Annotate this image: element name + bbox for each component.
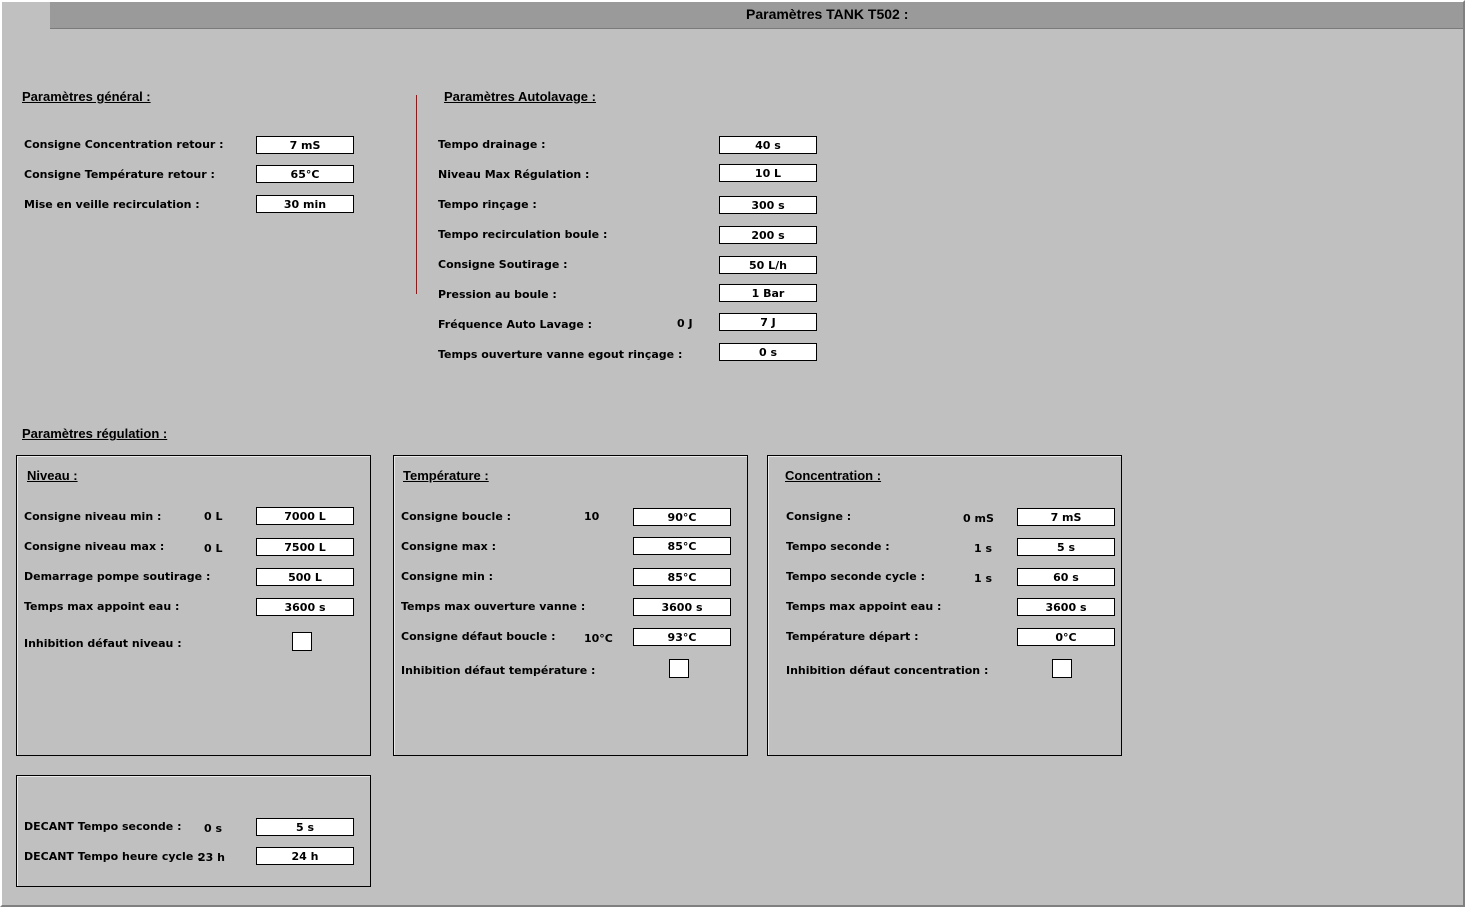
concentration-consigne-label: Consigne : bbox=[786, 510, 852, 523]
niveau-appoint-input[interactable]: 3600 s bbox=[256, 598, 354, 616]
concentration-tempo-cycle-label: Tempo seconde cycle : bbox=[786, 570, 925, 583]
decant-tempo-readout: 0 s bbox=[204, 822, 223, 835]
niveau-min-input[interactable]: 7000 L bbox=[256, 507, 354, 525]
autolavage-soutirage-label: Consigne Soutirage : bbox=[438, 258, 568, 271]
regulation-section-title: Paramètres régulation : bbox=[22, 426, 168, 441]
autolavage-drainage-input[interactable]: 40 s bbox=[719, 136, 817, 154]
decant-cycle-input[interactable]: 24 h bbox=[256, 847, 354, 865]
temperature-defaut-input[interactable]: 93°C bbox=[633, 628, 731, 646]
general-veille-label: Mise en veille recirculation : bbox=[24, 198, 200, 211]
niveau-inhibition-checkbox[interactable] bbox=[292, 632, 312, 651]
niveau-min-label: Consigne niveau min : bbox=[24, 510, 162, 523]
niveau-title: Niveau : bbox=[27, 468, 78, 483]
general-concentration-label: Consigne Concentration retour : bbox=[24, 138, 224, 151]
general-temperature-label: Consigne Température retour : bbox=[24, 168, 215, 181]
niveau-inhibition-label: Inhibition défaut niveau : bbox=[24, 637, 182, 650]
concentration-tempo-readout: 1 s bbox=[974, 542, 993, 555]
temperature-inhibition-label: Inhibition défaut température : bbox=[401, 664, 596, 677]
niveau-pompe-input[interactable]: 500 L bbox=[256, 568, 354, 586]
autolavage-recirculation-label: Tempo recirculation boule : bbox=[438, 228, 608, 241]
temperature-defaut-readout: 10°C bbox=[584, 632, 613, 645]
decant-tempo-input[interactable]: 5 s bbox=[256, 818, 354, 836]
niveau-min-readout: 0 L bbox=[204, 510, 223, 523]
autolavage-section-title: Paramètres Autolavage : bbox=[444, 89, 596, 104]
general-concentration-input[interactable]: 7 mS bbox=[256, 136, 354, 154]
temperature-boucle-label: Consigne boucle : bbox=[401, 510, 512, 523]
general-veille-input[interactable]: 30 min bbox=[256, 195, 354, 213]
autolavage-frequence-label: Fréquence Auto Lavage : bbox=[438, 318, 593, 331]
autolavage-frequence-input[interactable]: 7 J bbox=[719, 313, 817, 331]
temperature-vanne-label: Temps max ouverture vanne : bbox=[401, 600, 586, 613]
general-temperature-input[interactable]: 65°C bbox=[256, 165, 354, 183]
concentration-temperature-input[interactable]: 0°C bbox=[1017, 628, 1115, 646]
concentration-appoint-label: Temps max appoint eau : bbox=[786, 600, 942, 613]
section-separator bbox=[416, 95, 417, 294]
concentration-title: Concentration : bbox=[785, 468, 882, 483]
temperature-title: Température : bbox=[403, 468, 489, 483]
concentration-tempo-cycle-readout: 1 s bbox=[974, 572, 993, 585]
autolavage-soutirage-input[interactable]: 50 L/h bbox=[719, 256, 817, 274]
temperature-min-label: Consigne min : bbox=[401, 570, 494, 583]
concentration-inhibition-checkbox[interactable] bbox=[1052, 659, 1072, 678]
autolavage-niveau-max-label: Niveau Max Régulation : bbox=[438, 168, 590, 181]
autolavage-rincage-input[interactable]: 300 s bbox=[719, 196, 817, 214]
temperature-vanne-input[interactable]: 3600 s bbox=[633, 598, 731, 616]
concentration-tempo-cycle-input[interactable]: 60 s bbox=[1017, 568, 1115, 586]
temperature-boucle-readout: 10 bbox=[584, 510, 600, 523]
decant-cycle-label: DECANT Tempo heure cycle : bbox=[24, 850, 202, 863]
concentration-tempo-input[interactable]: 5 s bbox=[1017, 538, 1115, 556]
niveau-max-readout: 0 L bbox=[204, 542, 223, 555]
decant-cycle-readout: 23 h bbox=[198, 851, 225, 864]
temperature-defaut-label: Consigne défaut boucle : bbox=[401, 630, 556, 643]
decant-tempo-label: DECANT Tempo seconde : bbox=[24, 820, 182, 833]
concentration-consigne-readout: 0 mS bbox=[963, 512, 994, 525]
autolavage-frequence-readout: 0 J bbox=[677, 317, 693, 330]
temperature-min-input[interactable]: 85°C bbox=[633, 568, 731, 586]
niveau-appoint-label: Temps max appoint eau : bbox=[24, 600, 180, 613]
niveau-max-label: Consigne niveau max : bbox=[24, 540, 165, 553]
autolavage-pression-input[interactable]: 1 Bar bbox=[719, 284, 817, 302]
autolavage-recirculation-input[interactable]: 200 s bbox=[719, 226, 817, 244]
niveau-pompe-label: Demarrage pompe soutirage : bbox=[24, 570, 211, 583]
window-title: Paramètres TANK T502 : bbox=[746, 6, 909, 22]
autolavage-rincage-label: Tempo rinçage : bbox=[438, 198, 537, 211]
temperature-inhibition-checkbox[interactable] bbox=[669, 659, 689, 678]
concentration-tempo-label: Tempo seconde : bbox=[786, 540, 890, 553]
temperature-max-label: Consigne max : bbox=[401, 540, 496, 553]
autolavage-vanne-egout-label: Temps ouverture vanne egout rinçage : bbox=[438, 348, 683, 361]
concentration-temperature-label: Température départ : bbox=[786, 630, 919, 643]
autolavage-vanne-egout-input[interactable]: 0 s bbox=[719, 343, 817, 361]
concentration-appoint-input[interactable]: 3600 s bbox=[1017, 598, 1115, 616]
temperature-max-input[interactable]: 85°C bbox=[633, 537, 731, 555]
general-section-title: Paramètres général : bbox=[22, 89, 151, 104]
niveau-max-input[interactable]: 7500 L bbox=[256, 538, 354, 556]
concentration-inhibition-label: Inhibition défaut concentration : bbox=[786, 664, 989, 677]
temperature-boucle-input[interactable]: 90°C bbox=[633, 508, 731, 526]
autolavage-pression-label: Pression au boule : bbox=[438, 288, 557, 301]
autolavage-niveau-max-input[interactable]: 10 L bbox=[719, 164, 817, 182]
concentration-consigne-input[interactable]: 7 mS bbox=[1017, 508, 1115, 526]
autolavage-drainage-label: Tempo drainage : bbox=[438, 138, 546, 151]
